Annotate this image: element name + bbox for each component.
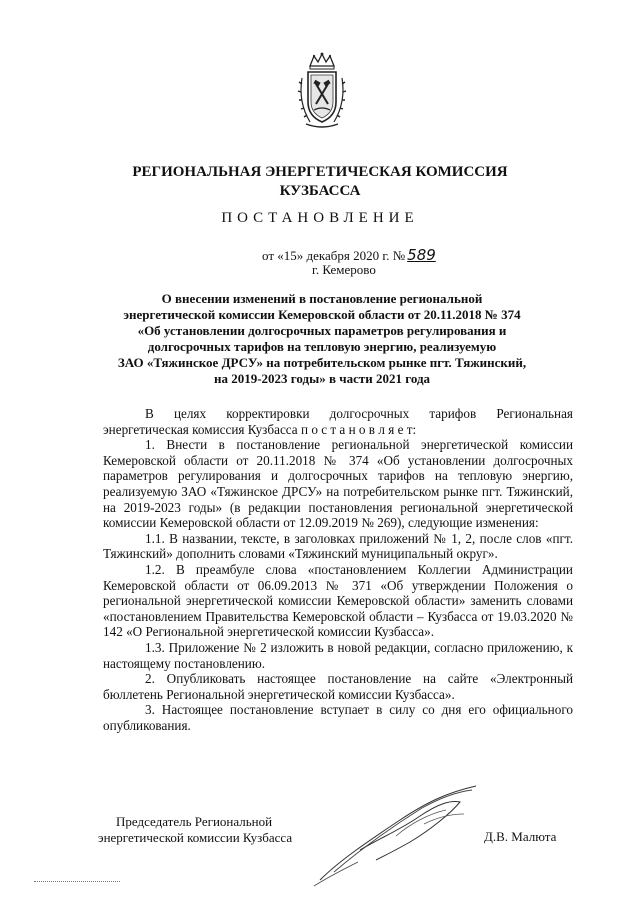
document-number: 589 <box>407 246 436 264</box>
title-line: на 2019-2023 годы» в части 2021 года <box>213 371 431 386</box>
clause-1-1: 1.1. В названии, тексте, в заголовках приложений № 1, 2, после слов «пгт. Тяжинский» дополнить словами «Тяжинский муниципальный округ». <box>103 530 573 562</box>
title-line: ЗАО «Тяжинское ДРСУ» на потребительском рынке пгт. Тяжинский, <box>117 355 527 370</box>
document-title <box>96 291 548 387</box>
title-line: долгосрочных тарифов на тепловую энергию, реализуемую <box>147 339 497 354</box>
title-line: «Об установлении долгосрочных параметров регулирования и <box>137 323 507 338</box>
clause-3: 3. Настоящее постановление вступает в силу со дня его официального опубликования. <box>103 702 573 733</box>
clause-1-2: 1.2. В преамбуле слова «постановлением Коллегии Администрации Кемеровской области от 06.09.2013 № 371 «Об утверждении Положения о региональной энергетической комиссии Кемеровской области» заменить словами «постановлением Правительства Кемеровской области – Кузбасса от 19.03.2020 № 142 «О Региональной энергетической комиссии Кузбасса». <box>103 561 573 640</box>
organization-name-line-1: РЕГИОНАЛЬНАЯ ЭНЕРГЕТИЧЕСКАЯ КОМИССИЯ <box>132 164 508 180</box>
clause-2: 2. Опубликовать настоящее постановление на сайте «Электронный бюллетень Региональной энергетической комиссии Кузбасса». <box>103 671 573 702</box>
signatory-position-line-1: Председатель Региональной <box>116 814 273 829</box>
organization-name-line-2: КУЗБАССА <box>279 183 361 199</box>
city-line: г. Кемерово <box>312 262 376 277</box>
title-line: О внесении изменений в постановление региональной <box>161 291 483 306</box>
signatory-position <box>98 814 292 846</box>
title-line: энергетической комиссии Кемеровской области от 20.11.2018 № 374 <box>123 307 521 322</box>
document-type-heading: ПОСТАНОВЛЕНИЕ <box>221 210 419 226</box>
signatory-position-line-2: энергетической комиссии Кузбасса <box>98 830 293 845</box>
clause-1-3: 1.3. Приложение № 2 изложить в новой редакции, согласно приложению, к настоящему постановлению. <box>103 639 573 671</box>
document-body <box>103 406 573 733</box>
date-text: от «15» декабря 2020 г. № <box>262 248 406 263</box>
coat-of-arms-emblem <box>296 52 348 132</box>
preamble-paragraph: В целях корректировки долгосрочных тарифов Региональная энергетическая комиссия Кузбасса п о с т а н о в л я е т: <box>103 406 573 437</box>
clause-1: 1. Внести в постановление региональной энергетической комиссии Кемеровской области от 20.11.2018 № 374 «Об установлении долгосрочных параметров регулирования и долгосрочных тарифов на тепловую энергию, реализуемую ЗАО «Тяжинское ДРСУ» на потребительском рынке пгт. Тяжинский, на 2019-2023 годы» (в редакции постановления региональной энергетической комиссии Кемеровской области от 12.09.2019 № 269), следующие изменения: <box>103 437 573 531</box>
signatory-name: Д.В. Малюта <box>484 829 557 844</box>
handwritten-signature <box>300 780 490 890</box>
footer-scan-artifact <box>34 881 120 882</box>
